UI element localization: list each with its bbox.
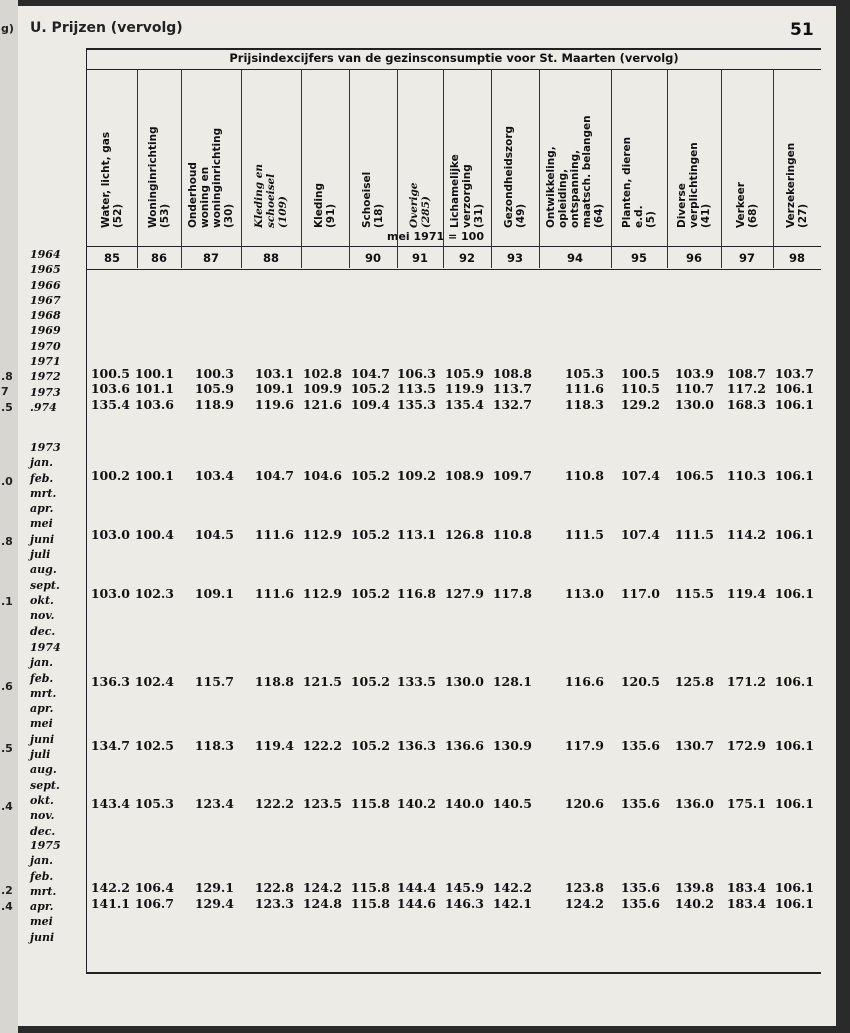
table-cell: 106.1 <box>774 896 814 911</box>
column-header <box>773 72 821 230</box>
table-cell: 132.7 <box>492 397 532 412</box>
column-separator <box>773 70 774 268</box>
table-cell: 172.9 <box>726 738 766 753</box>
table-cell: 183.4 <box>726 896 766 911</box>
table-cell: 106.4 <box>134 880 174 895</box>
table-cell: 105.2 <box>350 527 390 542</box>
stub-label: 1966 <box>30 278 61 292</box>
table-cell: 129.1 <box>194 880 234 895</box>
page-number: 51 <box>790 20 814 40</box>
table-cell: 106.7 <box>134 896 174 911</box>
table-cell: 120.5 <box>620 674 660 689</box>
table-cell: 102.5 <box>134 738 174 753</box>
table-cell: 105.2 <box>350 738 390 753</box>
column-header-label: Kleding en schoeisel (109) <box>253 163 289 228</box>
stub-label: mei <box>30 717 53 731</box>
table-cell: 119.6 <box>254 397 294 412</box>
title-rule <box>87 69 821 70</box>
table-cell: 115.8 <box>350 896 390 911</box>
stub-label: jan. <box>30 656 53 670</box>
stub-label: 1973 <box>30 441 61 454</box>
column-header <box>301 72 349 230</box>
column-number: 90 <box>364 251 381 265</box>
stub-label: juni <box>30 930 55 944</box>
stub-label: 1970 <box>30 339 61 353</box>
table-cell: 104.7 <box>254 468 294 483</box>
table-cell: 136.3 <box>396 738 436 753</box>
column-header-label: Diverse verplichtingen (41) <box>676 142 712 228</box>
stub-label: jan. <box>30 456 53 470</box>
stub-label: 1965 <box>30 263 61 277</box>
stub-label: mrt. <box>30 884 57 898</box>
table-cell: 106.1 <box>774 880 814 895</box>
column-separator <box>721 70 722 268</box>
table-cell: 102.3 <box>134 586 174 601</box>
column-number: 86 <box>150 251 167 265</box>
margin-fragment: .8 <box>1 535 13 548</box>
column-separator <box>137 70 138 268</box>
table-cell: 175.1 <box>726 796 766 811</box>
table-cell: 128.1 <box>492 674 532 689</box>
column-header <box>721 72 773 230</box>
table-cell: 115.8 <box>350 880 390 895</box>
column-separator <box>491 70 492 268</box>
table-cell: 103.9 <box>674 366 714 381</box>
table-cell: 109.4 <box>350 397 390 412</box>
stub-label: juni <box>30 732 55 746</box>
table-cell: 102.4 <box>134 674 174 689</box>
table-cell: 114.2 <box>726 527 766 542</box>
table-cell: 110.3 <box>726 468 766 483</box>
column-number: 88 <box>262 251 279 265</box>
stub-label: nov. <box>30 609 55 623</box>
stub-label: okt. <box>30 793 54 807</box>
table-cell: 113.7 <box>492 381 532 396</box>
base-period-label: mei 1971 = 100 <box>387 230 484 243</box>
stub-label: feb. <box>30 671 54 685</box>
bottom-rule <box>86 972 820 973</box>
table-cell: 104.6 <box>302 468 342 483</box>
section-header: U. Prijzen (vervolg) <box>30 20 183 36</box>
stub-label: nov. <box>30 809 55 823</box>
column-separator <box>241 70 242 268</box>
table-cell: 142.2 <box>90 880 130 895</box>
table-cell: 105.2 <box>350 468 390 483</box>
table-cell: 125.8 <box>674 674 714 689</box>
stub-label: apr. <box>30 702 54 716</box>
table-cell: 110.8 <box>564 468 604 483</box>
stub-label: mrt. <box>30 486 57 500</box>
table-cell: 108.9 <box>444 468 484 483</box>
table-cell: 109.1 <box>254 381 294 396</box>
table-cell: 136.0 <box>674 796 714 811</box>
table-cell: 110.8 <box>492 527 532 542</box>
table-cell: 135.6 <box>620 896 660 911</box>
column-numbers-row <box>87 246 821 270</box>
table-cell: 105.3 <box>564 366 604 381</box>
table-cell: 135.6 <box>620 796 660 811</box>
table-cell: 100.1 <box>134 468 174 483</box>
margin-fragment: .0 <box>1 475 13 488</box>
table-cell: 105.2 <box>350 674 390 689</box>
column-number: 97 <box>738 251 755 265</box>
table-cell: 123.5 <box>302 796 342 811</box>
margin-fragment: .4 <box>1 900 13 913</box>
table-cell: 140.0 <box>444 796 484 811</box>
table-cell: 106.1 <box>774 468 814 483</box>
table-cell: 117.0 <box>620 586 660 601</box>
stub-block <box>30 838 61 945</box>
table-cell: 118.8 <box>254 674 294 689</box>
margin-fragment: g) <box>1 22 14 35</box>
table-cell: 123.8 <box>564 880 604 895</box>
table-cell: 140.5 <box>492 796 532 811</box>
table-cell: 120.6 <box>564 796 604 811</box>
column-header-label: Verzekeringen (27) <box>785 142 809 228</box>
table-cell: 106.1 <box>774 397 814 412</box>
stub-label: okt. <box>30 593 54 607</box>
column-number: 92 <box>458 251 475 265</box>
column-separator <box>443 70 444 268</box>
margin-fragment: 7 <box>1 385 9 398</box>
table-cell: 100.1 <box>134 366 174 381</box>
table-cell: 117.9 <box>564 738 604 753</box>
table-cell: 107.4 <box>620 527 660 542</box>
margin-fragment: .1 <box>1 595 13 608</box>
column-header <box>181 72 241 230</box>
table-cell: 110.7 <box>674 381 714 396</box>
table-cell: 100.2 <box>90 468 130 483</box>
table-cell: 121.6 <box>302 397 342 412</box>
table-cell: 135.4 <box>444 397 484 412</box>
column-header-label: Water, licht, gas (52) <box>100 131 124 228</box>
column-header-label: Onderhoud woning en woninginrichting (30) <box>187 127 235 228</box>
table-cell: 109.2 <box>396 468 436 483</box>
column-separator <box>301 70 302 268</box>
table-cell: 124.2 <box>302 880 342 895</box>
column-header <box>349 72 397 230</box>
table-cell: 103.1 <box>254 366 294 381</box>
table-cell: 140.2 <box>674 896 714 911</box>
stub-label: feb. <box>30 869 54 883</box>
table-cell: 116.8 <box>396 586 436 601</box>
table-cell: 144.4 <box>396 880 436 895</box>
column-number: 98 <box>788 251 805 265</box>
table-cell: 135.3 <box>396 397 436 412</box>
table-cell: 129.4 <box>194 896 234 911</box>
stub-label: 1973 <box>30 385 61 399</box>
table-cell: 100.3 <box>194 366 234 381</box>
stub-label: sept. <box>30 578 60 592</box>
table-cell: 123.3 <box>254 896 294 911</box>
table-cell: 112.9 <box>302 527 342 542</box>
stub-label: 1971 <box>30 355 61 369</box>
stub-label: mei <box>30 517 53 531</box>
table-cell: 144.6 <box>396 896 436 911</box>
margin-fragment: .5 <box>1 401 13 414</box>
column-separator <box>539 70 540 268</box>
stub-label: 1968 <box>30 309 61 323</box>
stub-label: dec. <box>30 624 56 638</box>
table-cell: 122.2 <box>254 796 294 811</box>
table-cell: 119.9 <box>444 381 484 396</box>
column-header <box>491 72 539 230</box>
table-cell: 135.6 <box>620 738 660 753</box>
column-header-label: Planten, dieren e.d. (5) <box>621 136 657 228</box>
column-header-label: Verkeer (68) <box>735 182 759 228</box>
table-cell: 100.5 <box>90 366 130 381</box>
column-header <box>443 72 491 230</box>
margin-fragment: .4 <box>1 800 13 813</box>
table-cell: 105.2 <box>350 586 390 601</box>
column-number: 95 <box>630 251 647 265</box>
table-cell: 119.4 <box>254 738 294 753</box>
table-cell: 133.5 <box>396 674 436 689</box>
table-cell: 111.6 <box>254 527 294 542</box>
column-header <box>87 72 137 230</box>
table-cell: 102.8 <box>302 366 342 381</box>
stub-label: 1975 <box>30 839 61 852</box>
table-cell: 117.2 <box>726 381 766 396</box>
column-number: 85 <box>103 251 120 265</box>
table-cell: 100.5 <box>620 366 660 381</box>
table-cell: 136.3 <box>90 674 130 689</box>
table-cell: 104.5 <box>194 527 234 542</box>
table-cell: 110.5 <box>620 381 660 396</box>
stub-label: 1969 <box>30 324 61 338</box>
column-separator <box>611 70 612 268</box>
table-cell: 106.1 <box>774 381 814 396</box>
table-cell: 122.8 <box>254 880 294 895</box>
stub-label: juli <box>30 548 51 562</box>
table-cell: 113.1 <box>396 527 436 542</box>
column-header-label: Overige (285) <box>408 182 432 228</box>
table-cell: 122.2 <box>302 738 342 753</box>
table-cell: 143.4 <box>90 796 130 811</box>
table-cell: 127.9 <box>444 586 484 601</box>
table-cell: 103.0 <box>90 527 130 542</box>
column-header-label: Lichamelijke verzorging (31) <box>449 154 485 228</box>
stub-block <box>30 247 61 415</box>
margin-fragment: .8 <box>1 370 13 383</box>
table-cell: 105.2 <box>350 381 390 396</box>
margin-fragment: .6 <box>1 680 13 693</box>
table-cell: 142.1 <box>492 896 532 911</box>
table-cell: 130.9 <box>492 738 532 753</box>
table-cell: 106.1 <box>774 674 814 689</box>
table-cell: 124.2 <box>564 896 604 911</box>
column-header-label: Ontwikkeling, opleiding, ontspanning, maatsch. belangen (64) <box>545 115 605 228</box>
table-cell: 105.9 <box>444 366 484 381</box>
column-header <box>667 72 721 230</box>
table-cell: 123.4 <box>194 796 234 811</box>
table-cell: 171.2 <box>726 674 766 689</box>
table-cell: 140.2 <box>396 796 436 811</box>
table-cell: 107.4 <box>620 468 660 483</box>
stub-label: jan. <box>30 854 53 868</box>
stub-label: 1967 <box>30 293 61 307</box>
table-cell: 145.9 <box>444 880 484 895</box>
table-cell: 183.4 <box>726 880 766 895</box>
table-cell: 106.5 <box>674 468 714 483</box>
table-cell: 111.5 <box>564 527 604 542</box>
table-cell: 103.4 <box>194 468 234 483</box>
table-cell: 134.7 <box>90 738 130 753</box>
column-separator <box>181 70 182 268</box>
table-cell: 105.9 <box>194 381 234 396</box>
column-header-label: Woninginrichting (53) <box>147 126 171 228</box>
table-cell: 106.1 <box>774 586 814 601</box>
table-cell: 135.6 <box>620 880 660 895</box>
table-cell: 129.2 <box>620 397 660 412</box>
table-cell: 111.5 <box>674 527 714 542</box>
table-cell: 111.6 <box>564 381 604 396</box>
stub-block <box>30 440 61 639</box>
table-cell: 100.4 <box>134 527 174 542</box>
table-cell: 135.4 <box>90 397 130 412</box>
column-number: 93 <box>506 251 523 265</box>
column-number: 91 <box>411 251 428 265</box>
table-cell: 115.5 <box>674 586 714 601</box>
stub-label: .974 <box>30 400 57 414</box>
table-cell: 106.3 <box>396 366 436 381</box>
stub-label: apr. <box>30 502 54 516</box>
table-cell: 113.0 <box>564 586 604 601</box>
table-cell: 126.8 <box>444 527 484 542</box>
table-cell: 116.6 <box>564 674 604 689</box>
table-cell: 115.8 <box>350 796 390 811</box>
table-cell: 106.1 <box>774 527 814 542</box>
stub-label: feb. <box>30 471 54 485</box>
table-cell: 105.3 <box>134 796 174 811</box>
stub-label: juni <box>30 532 55 546</box>
table-cell: 111.6 <box>254 586 294 601</box>
stub-label: aug. <box>30 763 57 777</box>
table-cell: 109.1 <box>194 586 234 601</box>
table-cell: 130.0 <box>674 397 714 412</box>
table-cell: 142.2 <box>492 880 532 895</box>
column-header-label: Kleding (91) <box>313 183 337 228</box>
stub-label: mei <box>30 915 53 929</box>
table-cell: 109.9 <box>302 381 342 396</box>
stub-block <box>30 640 61 839</box>
table-cell: 113.5 <box>396 381 436 396</box>
stub-label: dec. <box>30 824 56 838</box>
stub-label: apr. <box>30 900 54 914</box>
table-cell: 136.6 <box>444 738 484 753</box>
column-header <box>137 72 181 230</box>
table-cell: 103.0 <box>90 586 130 601</box>
stub-label: juli <box>30 748 51 762</box>
price-index-table <box>86 48 821 974</box>
column-header <box>611 72 667 230</box>
table-cell: 109.7 <box>492 468 532 483</box>
stub-label: aug. <box>30 563 57 577</box>
stub-label: mrt. <box>30 686 57 700</box>
table-cell: 118.3 <box>194 738 234 753</box>
column-header <box>397 72 443 230</box>
table-cell: 104.7 <box>350 366 390 381</box>
table-cell: 124.8 <box>302 896 342 911</box>
table-cell: 168.3 <box>726 397 766 412</box>
column-separator <box>397 70 398 268</box>
stub-label: sept. <box>30 778 60 792</box>
table-cell: 130.7 <box>674 738 714 753</box>
table-cell: 121.5 <box>302 674 342 689</box>
column-number: 94 <box>566 251 583 265</box>
stub-label: 1974 <box>30 641 61 654</box>
column-header-label: Schoeisel (18) <box>361 171 385 228</box>
table-cell: 112.9 <box>302 586 342 601</box>
adjacent-page-strip <box>0 0 18 1033</box>
table-cell: 115.7 <box>194 674 234 689</box>
column-separator <box>667 70 668 268</box>
table-title: Prijsindexcijfers van de gezinsconsumptie voor St. Maarten (vervolg) <box>229 51 679 65</box>
margin-fragment: .2 <box>1 884 13 897</box>
column-header-label: Gezondheidszorg (49) <box>503 125 527 228</box>
column-header <box>241 72 301 230</box>
stub-label: 1972 <box>30 370 61 384</box>
base-period-row <box>87 230 821 246</box>
table-cell: 106.1 <box>774 738 814 753</box>
table-cell: 139.8 <box>674 880 714 895</box>
stub-label: 1964 <box>30 248 61 261</box>
column-header <box>539 72 611 230</box>
margin-fragment: .5 <box>1 742 13 755</box>
table-cell: 103.6 <box>90 381 130 396</box>
table-cell: 106.1 <box>774 796 814 811</box>
table-cell: 103.6 <box>134 397 174 412</box>
table-cell: 118.9 <box>194 397 234 412</box>
table-cell: 101.1 <box>134 381 174 396</box>
column-separator <box>349 70 350 268</box>
table-cell: 103.7 <box>774 366 814 381</box>
table-cell: 130.0 <box>444 674 484 689</box>
table-cell: 108.7 <box>726 366 766 381</box>
table-cell: 146.3 <box>444 896 484 911</box>
column-number: 87 <box>202 251 219 265</box>
table-cell: 108.8 <box>492 366 532 381</box>
column-number: 96 <box>685 251 702 265</box>
table-cell: 118.3 <box>564 397 604 412</box>
table-cell: 141.1 <box>90 896 130 911</box>
table-cell: 117.8 <box>492 586 532 601</box>
table-cell: 119.4 <box>726 586 766 601</box>
